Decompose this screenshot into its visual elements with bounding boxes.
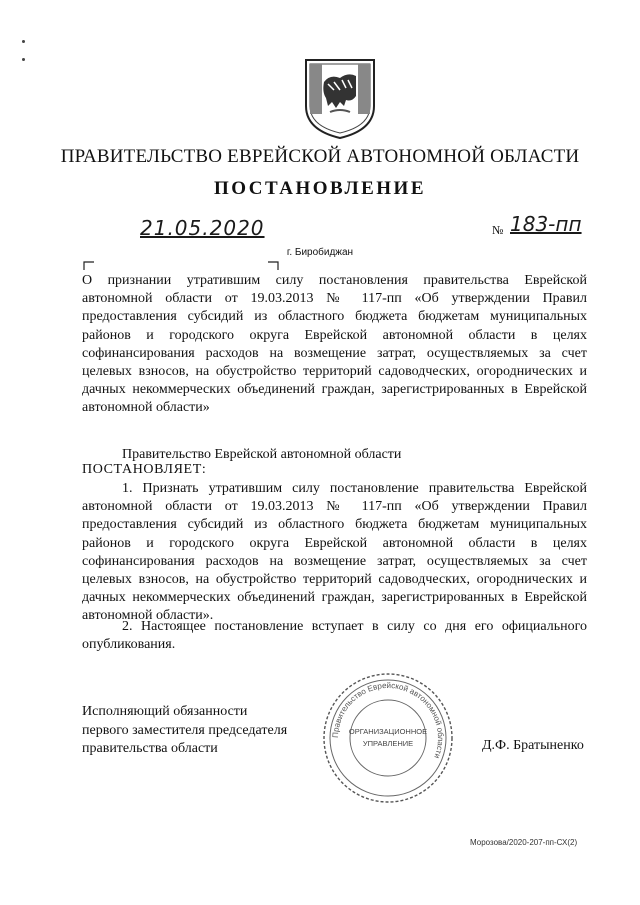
footer-reference: Морозова/2020-207-пп-СХ(2) [470, 838, 578, 847]
official-seal [318, 668, 458, 808]
government-line: Правительство Еврейской автономной области [122, 447, 402, 462]
signatory-name: Д.Ф. Братыненко [482, 738, 584, 753]
document-title: О признании утратившим силу постановления правительства Еврейской автономной области от 19.03.2013 № 117-пп «Об утверждении Правил предоставления субсидий из областного бюджета бюджетам муниципальных районов и городского округа Еврейской автономной области в целях софинансирования расходов на возмещение затрат, осуществляемых за счет целевых взносов, на обустройство территорий садоводческих, огороднических и дачных некоммерческих объединений граждан, зарегистрированных в Еврейской автономной области» [82, 273, 587, 416]
title-corner-brackets [82, 260, 282, 272]
handwritten-date: 21.05.2020 [140, 216, 265, 240]
paragraph-1: 1. Признать утратившим силу постановление правительства Еврейской автономной области от 19.03.2013 № 117-пп «Об утверждении Правил предоставления субсидий из областного бюджета бюджетам муниципальных районов и городского округа Еврейской автономной области в целях софинансирования расходов на возмещение затрат, осуществляемых за счет целевых взносов, на обустройство территорий садоводческих, огороднических и дачных некоммерческих объединений граждан, зарегистрированных в Еврейской автономной области». [82, 481, 587, 624]
seal-text-line2: УПРАВЛЕНИЕ [362, 739, 414, 748]
coat-of-arms-emblem [300, 56, 380, 142]
signatory-position [82, 703, 287, 759]
scan-speck [22, 40, 25, 43]
city-name: г. Биробиджан [286, 247, 354, 258]
handwritten-number: 183-пп [510, 212, 582, 236]
seal-ring-text: Правительство Еврейской автономной области [330, 680, 446, 760]
scan-speck [22, 58, 25, 61]
decree-word: ПОСТАНОВЛЯЕТ: [82, 462, 207, 477]
position-line: первого заместителя председателя [82, 722, 288, 738]
position-line: правительства области [82, 741, 218, 756]
position-line: Исполняющий обязанности [82, 704, 248, 719]
document-type: ПОСТАНОВЛЕНИЕ [213, 178, 427, 199]
paragraph-2: 2. Настоящее постановление вступает в силу со дня его официального опубликования. [82, 619, 587, 653]
number-label: № [492, 223, 504, 237]
organization-name: ПРАВИТЕЛЬСТВО ЕВРЕЙСКОЙ АВТОНОМНОЙ ОБЛАСТИ [60, 146, 580, 167]
seal-text-line1: ОРГАНИЗАЦИОННОЕ [348, 727, 428, 736]
